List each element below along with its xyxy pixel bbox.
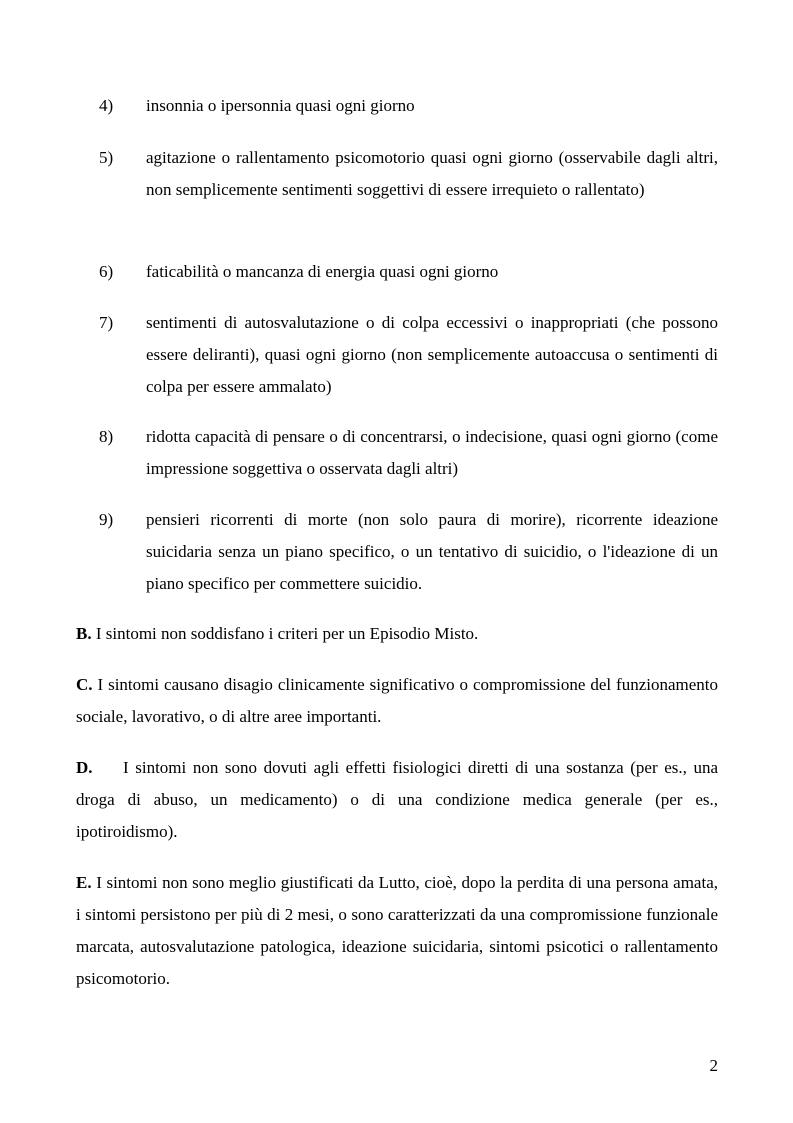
list-item-5 (76, 142, 718, 206)
list-item-8 (76, 421, 718, 485)
criterion-label: E. (76, 873, 92, 892)
list-item-number: 4) (99, 96, 114, 115)
list-item-text: insonnia o ipersonnia quasi ogni giorno (146, 96, 415, 115)
criterion-text: I sintomi non sono dovuti agli effetti fisiologici diretti di una sostanza (per es., una droga di abuso, un medicamento) o di una condizione medica generale (per es., ipotiroidismo). (76, 758, 718, 841)
list-item-text: faticabilità o mancanza di energia quasi ogni giorno (146, 262, 499, 281)
list-item-number: 7) (99, 313, 114, 332)
criterion-text: I sintomi causano disagio clinicamente significativo o compromissione del funzionamento sociale, lavorativo, o di altre aree importanti. (76, 675, 719, 726)
page-number: 2 (709, 1056, 718, 1075)
criterion-c (76, 669, 718, 733)
criterion-d (76, 752, 718, 848)
list-item-text: sentimenti di autosvalutazione o di colpa eccessivi o inappropriati (che possono essere deliranti), quasi ogni giorno (non semplicemente autoaccusa o sentimenti di colpa per essere ammalato) (146, 313, 718, 396)
criterion-text: I sintomi non sono meglio giustificati da Lutto, cioè, dopo la perdita di una persona amata, i sintomi persistono per più di 2 mesi, o sono caratterizzati da una compromissione funzionale marcata, autosvalutazione patologica, ideazione suicidaria, sintomi psicotici o rallentamento psicomotorio. (76, 873, 718, 988)
list-item-number: 6) (99, 262, 114, 281)
criterion-label: B. (76, 624, 92, 643)
list-item-6 (76, 256, 718, 288)
list-item-text: ridotta capacità di pensare o di concentrarsi, o indecisione, quasi ogni giorno (come impressione soggettiva o osservata dagli altri) (146, 427, 718, 478)
criterion-label: C. (76, 675, 93, 694)
criterion-e (76, 867, 718, 995)
list-item-number: 8) (99, 427, 114, 446)
criterion-b (76, 618, 718, 650)
list-item-9 (76, 504, 718, 600)
criterion-text: I sintomi non soddisfano i criteri per un Episodio Misto. (95, 624, 479, 643)
list-item-number: 9) (99, 510, 114, 529)
list-item-text: agitazione o rallentamento psicomotorio quasi ogni giorno (osservabile dagli altri, non semplicemente sentimenti soggettivi di essere irrequieto o rallentato) (146, 148, 718, 199)
list-item-number: 5) (99, 148, 114, 167)
criterion-label: D. (76, 758, 93, 777)
list-item-4 (76, 90, 718, 122)
list-item-7 (76, 307, 718, 403)
list-item-text: pensieri ricorrenti di morte (non solo paura di morire), ricorrente ideazione suicidaria senza un piano specifico, o un tentativo di suicidio, o l'ideazione di un piano specifico per commettere suicidio. (146, 510, 718, 593)
